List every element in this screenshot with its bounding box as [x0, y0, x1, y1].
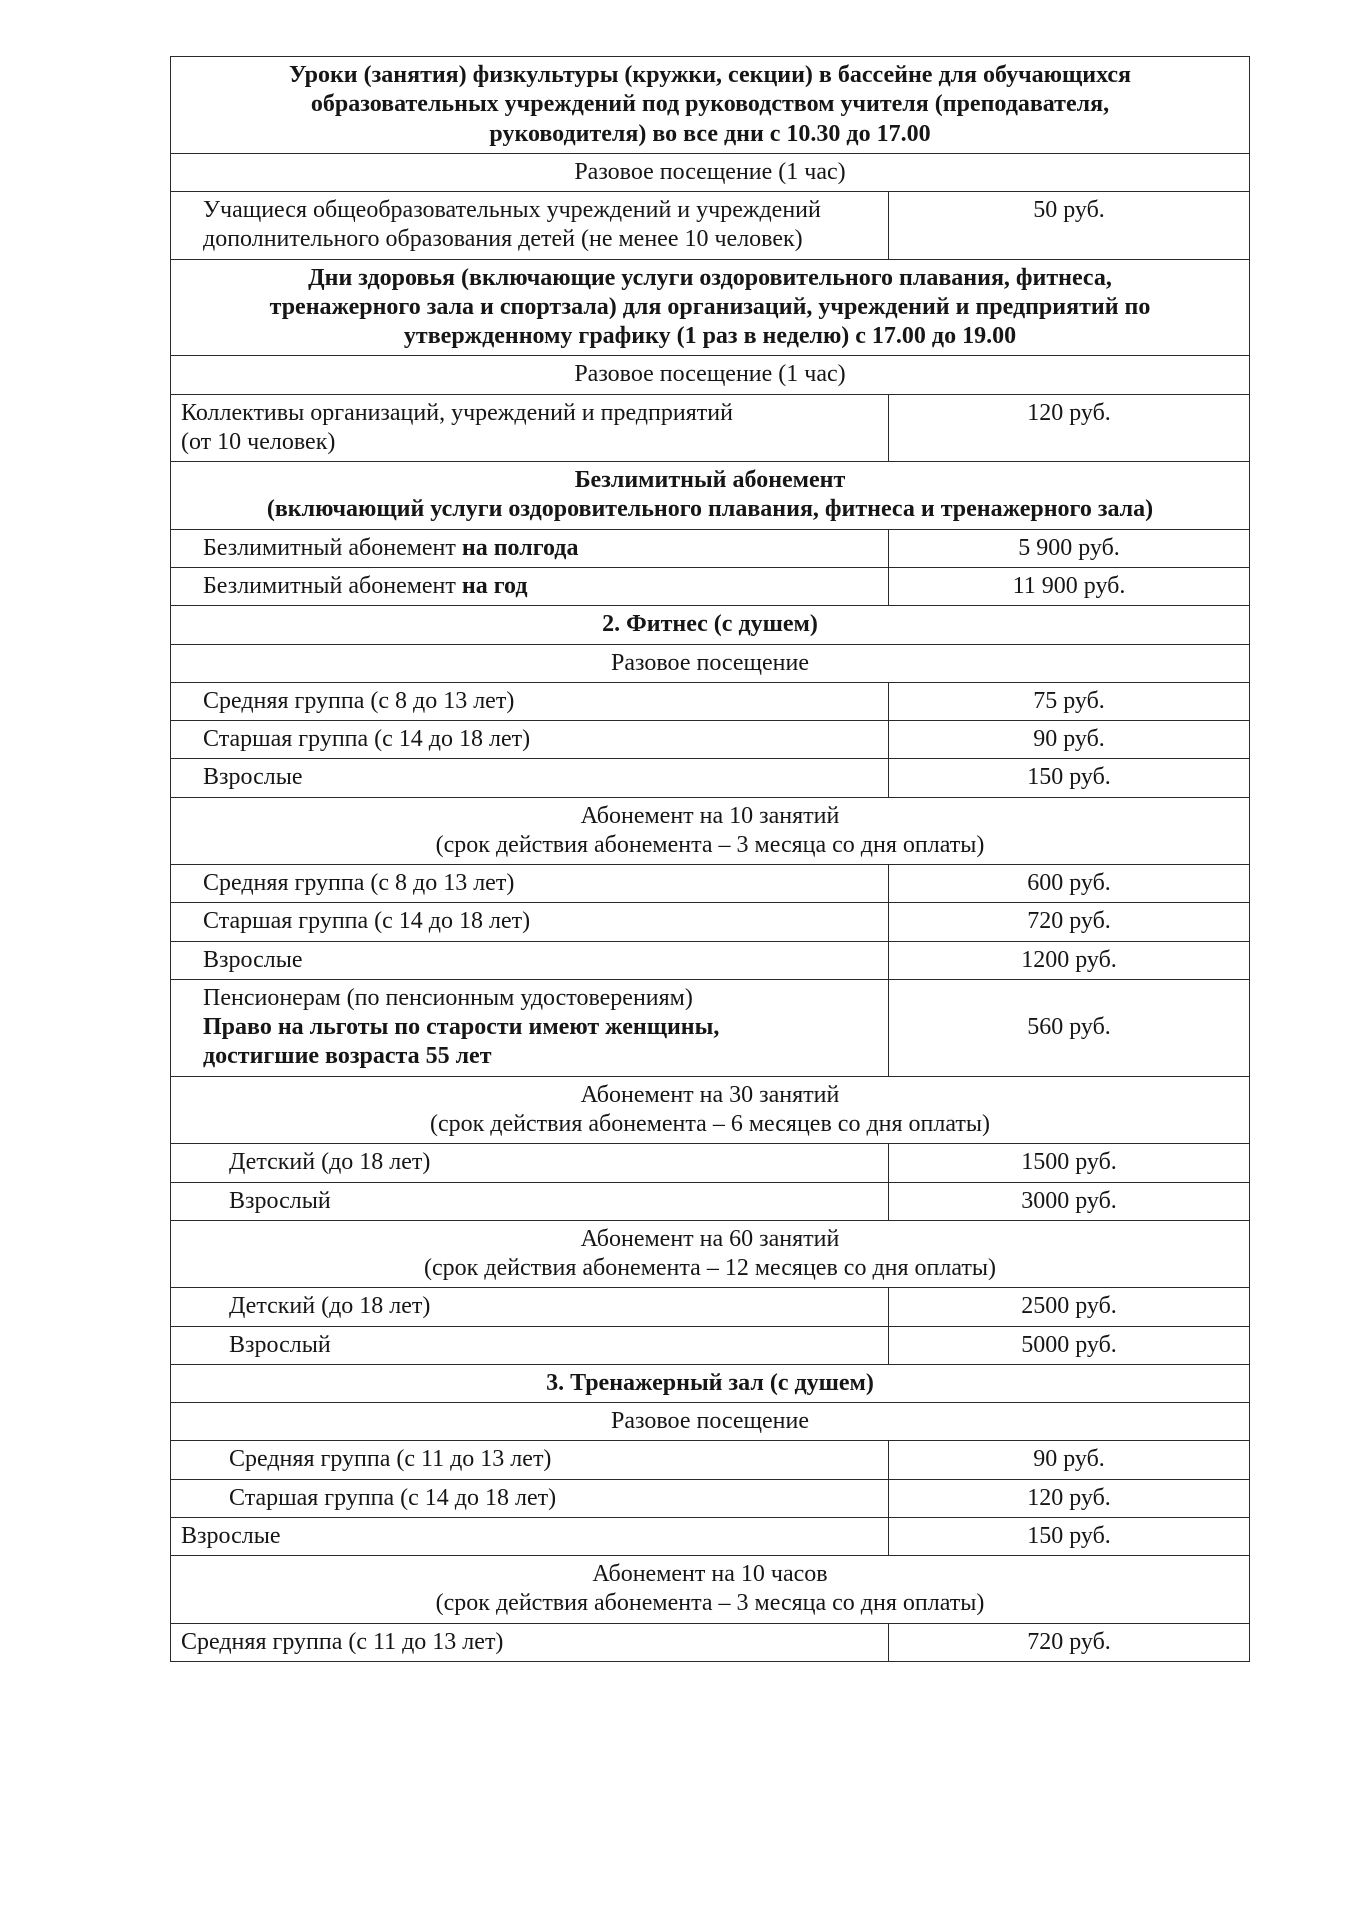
subheader-line: Абонемент на 10 занятий: [580, 802, 840, 829]
row-label-text: Безлимитный абонемент: [203, 572, 462, 599]
subheader-row: [171, 797, 1250, 865]
table-row: [171, 394, 1250, 462]
subheader: Разовое посещение: [171, 1403, 1250, 1441]
section-header-row: [171, 259, 1250, 356]
header-line: тренажерного зала и спортзала) для организаций, учреждений и предприятий по: [269, 293, 1151, 320]
subheader-line: (срок действия абонемента – 3 месяца со дня оплаты): [435, 1590, 985, 1617]
table-row: [171, 1144, 1250, 1182]
table-row: [171, 682, 1250, 720]
subheader-row: [171, 1556, 1250, 1624]
header-line: Уроки (занятия) физкультуры (кружки, секции) в бассейне для обучающихся: [288, 62, 1132, 88]
row-price: 150 руб.: [889, 759, 1250, 797]
row-price: 720 руб.: [889, 903, 1250, 941]
subheader: Разовое посещение (1 час): [171, 153, 1250, 191]
row-price: 5000 руб.: [889, 1326, 1250, 1364]
row-label: Средняя группа (с 11 до 13 лет): [171, 1623, 889, 1661]
subheader-row: [171, 1220, 1250, 1288]
row-label: [171, 192, 889, 260]
table-row: [171, 529, 1250, 567]
row-label-line: достигшие возраста 55 лет: [203, 1043, 492, 1070]
header-line: Безлимитный абонемент: [574, 467, 846, 494]
row-label: Взрослый: [171, 1326, 889, 1364]
table-row: [171, 721, 1250, 759]
row-label: Старшая группа (с 14 до 18 лет): [171, 1479, 889, 1517]
subheader-row: [171, 153, 1250, 191]
row-label-line: (от 10 человек): [181, 428, 336, 455]
row-label: Взрослые: [171, 1517, 889, 1555]
fitness-section-title: 2. Фитнес (с душем): [171, 606, 1250, 644]
row-price: 50 руб.: [889, 192, 1250, 260]
row-price: 90 руб.: [889, 721, 1250, 759]
row-price: 150 руб.: [889, 1517, 1250, 1555]
health-days-header: [171, 259, 1250, 356]
subheader: [171, 1220, 1250, 1288]
row-label-bold: на полгода: [461, 534, 579, 561]
row-price: 1500 руб.: [889, 1144, 1250, 1182]
section-header-row: [171, 462, 1250, 530]
table-row: [171, 1288, 1250, 1326]
header-line: утвержденному графику (1 раз в неделю) с 17.00 до 19.00: [403, 323, 1017, 350]
section-header-row: [171, 57, 1250, 154]
table-row: [171, 1479, 1250, 1517]
row-label-line: Пенсионерам (по пенсионным удостоверениям): [203, 984, 693, 1011]
subheader-line: Абонемент на 30 занятий: [580, 1081, 840, 1108]
subheader-row: [171, 356, 1250, 394]
table-row: [171, 1182, 1250, 1220]
subheader: Разовое посещение: [171, 644, 1250, 682]
row-price: 2500 руб.: [889, 1288, 1250, 1326]
table-row: [171, 941, 1250, 979]
table-row: [171, 192, 1250, 260]
row-price: 3000 руб.: [889, 1182, 1250, 1220]
subheader-line: (срок действия абонемента – 6 месяцев со дня оплаты): [429, 1110, 990, 1137]
unlimited-pass-header: [171, 462, 1250, 530]
subheader-line: Абонемент на 10 часов: [592, 1561, 828, 1588]
row-label: Взрослый: [171, 1182, 889, 1220]
row-price: 1200 руб.: [889, 941, 1250, 979]
section-header-row: [171, 1364, 1250, 1402]
row-label: Детский (до 18 лет): [171, 1288, 889, 1326]
table-row: [171, 759, 1250, 797]
row-label: [171, 529, 889, 567]
price-table: [170, 56, 1250, 1662]
row-label-line: Учащиеся общеобразовательных учреждений и учреждений: [203, 197, 821, 224]
subheader-row: [171, 1403, 1250, 1441]
row-label: Средняя группа (с 11 до 13 лет): [171, 1441, 889, 1479]
school-lessons-header: [171, 57, 1250, 154]
table-row: [171, 567, 1250, 605]
subheader: Разовое посещение (1 час): [171, 356, 1250, 394]
row-price: 720 руб.: [889, 1623, 1250, 1661]
row-label-line: Коллективы организаций, учреждений и предприятий: [181, 399, 733, 426]
table-row: [171, 979, 1250, 1076]
subheader: [171, 797, 1250, 865]
header-line: образовательных учреждений под руководством учителя (преподавателя,: [310, 91, 1110, 118]
row-price: 120 руб.: [889, 1479, 1250, 1517]
subheader: [171, 1076, 1250, 1144]
row-label: Средняя группа (с 8 до 13 лет): [171, 865, 889, 903]
row-label-line: Право на льготы по старости имеют женщины,: [203, 1014, 720, 1041]
table-row: [171, 903, 1250, 941]
row-label: [171, 394, 889, 462]
row-label-bold: на год: [461, 572, 528, 599]
row-label: Взрослые: [171, 759, 889, 797]
subheader-row: [171, 644, 1250, 682]
header-line: (включающий услуги оздоровительного плавания, фитнеса и тренажерного зала): [266, 496, 1154, 523]
subheader: [171, 1556, 1250, 1624]
row-label: [171, 979, 889, 1076]
row-price: 75 руб.: [889, 682, 1250, 720]
table-row: [171, 1441, 1250, 1479]
row-label-line: дополнительного образования детей (не менее 10 человек): [203, 226, 803, 253]
header-line: Дни здоровья (включающие услуги оздоровительного плавания, фитнеса,: [308, 264, 1112, 291]
row-label: [171, 567, 889, 605]
row-price: 11 900 руб.: [889, 567, 1250, 605]
table-row: [171, 1623, 1250, 1661]
row-price: 5 900 руб.: [889, 529, 1250, 567]
row-label: Детский (до 18 лет): [171, 1144, 889, 1182]
subheader-row: [171, 1076, 1250, 1144]
row-price: 90 руб.: [889, 1441, 1250, 1479]
row-label-text: Безлимитный абонемент: [203, 534, 462, 561]
gym-section-title: 3. Тренажерный зал (с душем): [171, 1364, 1250, 1402]
subheader-line: (срок действия абонемента – 12 месяцев со дня оплаты): [423, 1255, 996, 1282]
row-price: 560 руб.: [889, 979, 1250, 1076]
row-label: Старшая группа (с 14 до 18 лет): [171, 903, 889, 941]
subheader-line: Абонемент на 60 занятий: [580, 1225, 840, 1252]
row-price: 120 руб.: [889, 394, 1250, 462]
subheader-line: (срок действия абонемента – 3 месяца со дня оплаты): [435, 831, 985, 858]
row-label: Средняя группа (с 8 до 13 лет): [171, 682, 889, 720]
table-row: [171, 1326, 1250, 1364]
row-label: Взрослые: [171, 941, 889, 979]
section-header-row: [171, 606, 1250, 644]
table-row: [171, 865, 1250, 903]
table-row: [171, 1517, 1250, 1555]
row-label: Старшая группа (с 14 до 18 лет): [171, 721, 889, 759]
header-line: руководителя) во все дни с 10.30 до 17.00: [489, 120, 931, 147]
row-price: 600 руб.: [889, 865, 1250, 903]
